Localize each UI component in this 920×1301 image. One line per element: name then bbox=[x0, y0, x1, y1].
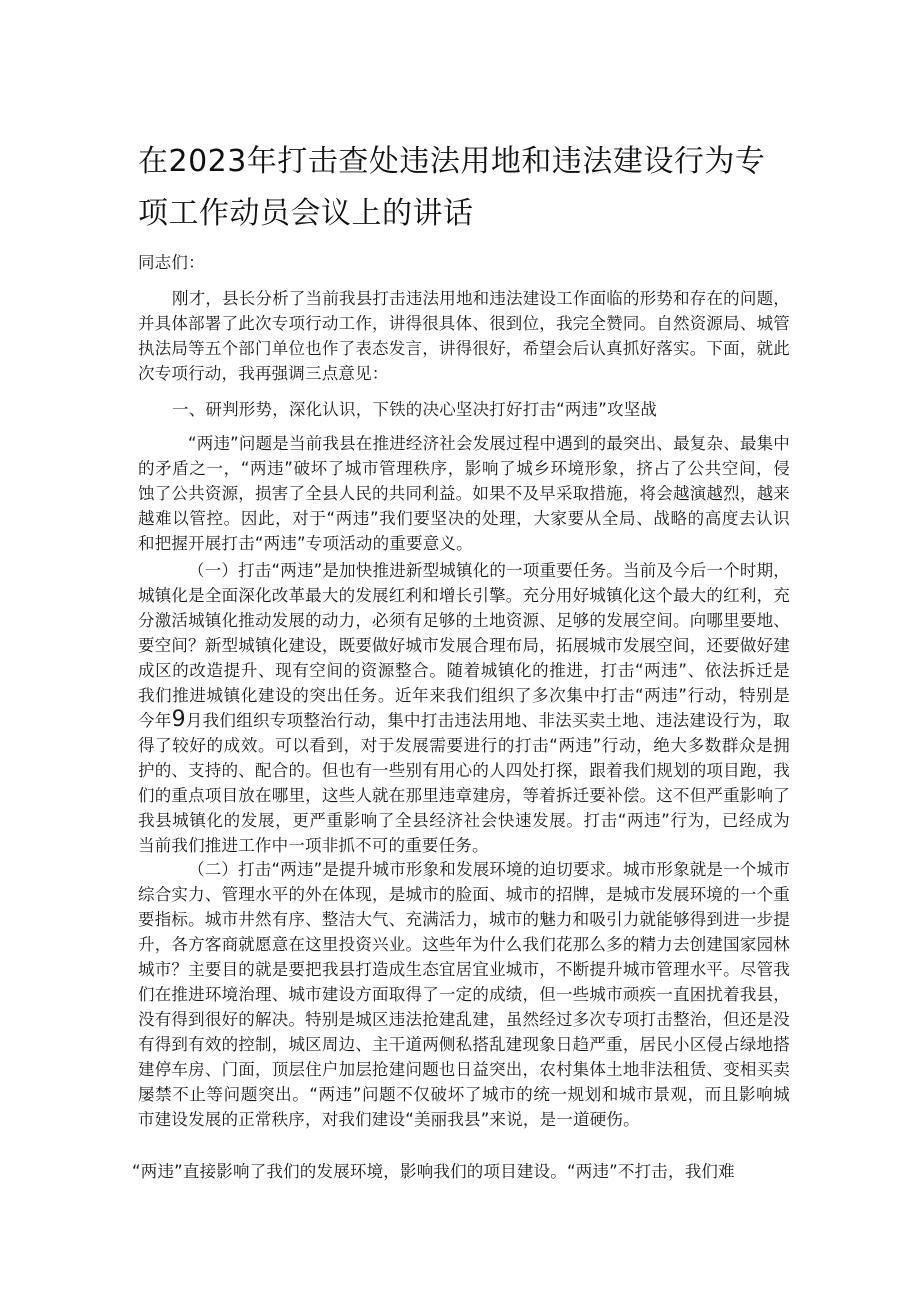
paragraph-text-part: （一）打击“两违”是加快推进新型城镇化的一项重要任务。当前及今后一个时期，城镇化是全面深化改革最大的发展红利和增长引擎。充分用好城镇化这个最大的红利，充分激活城镇化推动发展的动力，必须有足够的土地资源、足够的发展空间。向哪里要地、要空间？新型城镇化建设，既要做好城市发展合理布局，拓展城市发展空间，还要做好建成区的改造提升、现有空间的资源整合。随着城镇化的推进，打击“两违”、依法拆迁是我们推进城镇化建设的突出任务。近年来我们组织了多次集中打击“两违”行动，特别是今年 bbox=[138, 561, 790, 730]
section-heading-1: 一、研判形势，深化认识，下铁的决心坚决打好打击“两违”攻坚战 bbox=[172, 400, 658, 419]
paragraph-intro: 刚才，县长分析了当前我县打击违法用地和违法建设工作面临的形势和存在的问题，并具体部署了此次专项行动工作，讲得很具体、很到位，我完全赞同。自然资源局、城管执法局等五个部门单位也作了表态发言，讲得很好，希望会后认真抓好落实。下面，就此次专项行动，我再强调三点意见： bbox=[138, 289, 790, 383]
paragraph-city-image: （二）打击“两违”是提升城市形象和发展环境的迫切要求。城市形象就是一个城市综合实力、管理水平的外在体现，是城市的脸面、城市的招牌，是城市发展环境的一个重要指标。城市井然有序、整洁大气、充满活力，城市的魅力和吸引力就能够得到进一步提升，各方客商就愿意在这里投资兴业。这些年为什么我们花那么多的精力去创建国家园林城市？主要目的就是要把我县打造成生态宜居宜业城市，不断提升城市管理水平。尽管我们在推进环境治理、城市建设方面取得了一定的成绩，但一些城市顽疾一直困扰着我县，没有得到很好的解决。特别是城区违法抢建乱建，虽然经过多次专项打击整治，但还是没有得到有效的控制，城区周边、主干道两侧私搭乱建现象日趋严重，居民小区侵占绿地搭建停车房、门面，顶层住户加层抢建问题也日益突出，农村集体土地非法租赁、变相买卖屡禁不止等问题突出。“两违”问题不仅破坏了城市的统一规划和城市景观，而且影响城市建设发展的正常秩序，对我们建设“美丽我县”来说，是一道硬伤。 bbox=[138, 860, 790, 1129]
paragraph-urbanization-task bbox=[138, 558, 790, 858]
paragraph-two-violations-issue: “两违”问题是当前我县在推进经济社会发展过程中遇到的最突出、最复杂、最集中的矛盾之一，“两违”破坏了城市管理秩序，影响了城乡环境形象，挤占了公共空间，侵蚀了公共资源，损害了全县人民的共同利益。如果不及早采取措施，将会越演越烈，越来越难以管控。因此，对于“两违”我们要坚决的处理，大家要从全局、战略的高度去认识和把握开展打击“两违”专项活动的重要意义。 bbox=[138, 434, 790, 553]
month-number: 9 bbox=[171, 707, 186, 732]
paragraph-development-environment: “两违”直接影响了我们的发展环境，影响我们的项目建设。“两违”不打击，我们难 bbox=[132, 1162, 735, 1181]
document-title: 在2023年打击查处违法用地和违法建设行为专项工作动员会议上的讲话 bbox=[138, 144, 766, 231]
salutation: 同志们： bbox=[138, 253, 205, 272]
paragraph-text-part: 月我们组织专项整治行动，集中打击违法用地、非法买卖土地、违法建设行为，取得了较好的成效。可以看到，对于发展需要进行的打击“两违”行动，绝大多数群众是拥护的、支持的、配合的。但也有一些别有用心的人四处打探，跟着我们规划的项目跑，我们的重点项目放在哪里，这些人就在那里违章建房，等着拆迁要补偿。这不但严重影响了我县城镇化的发展，更严重影响了全县经济社会快速发展。打击“两违”行为，已经成为当前我们推进工作中一项非抓不可的重要任务。 bbox=[138, 711, 791, 855]
